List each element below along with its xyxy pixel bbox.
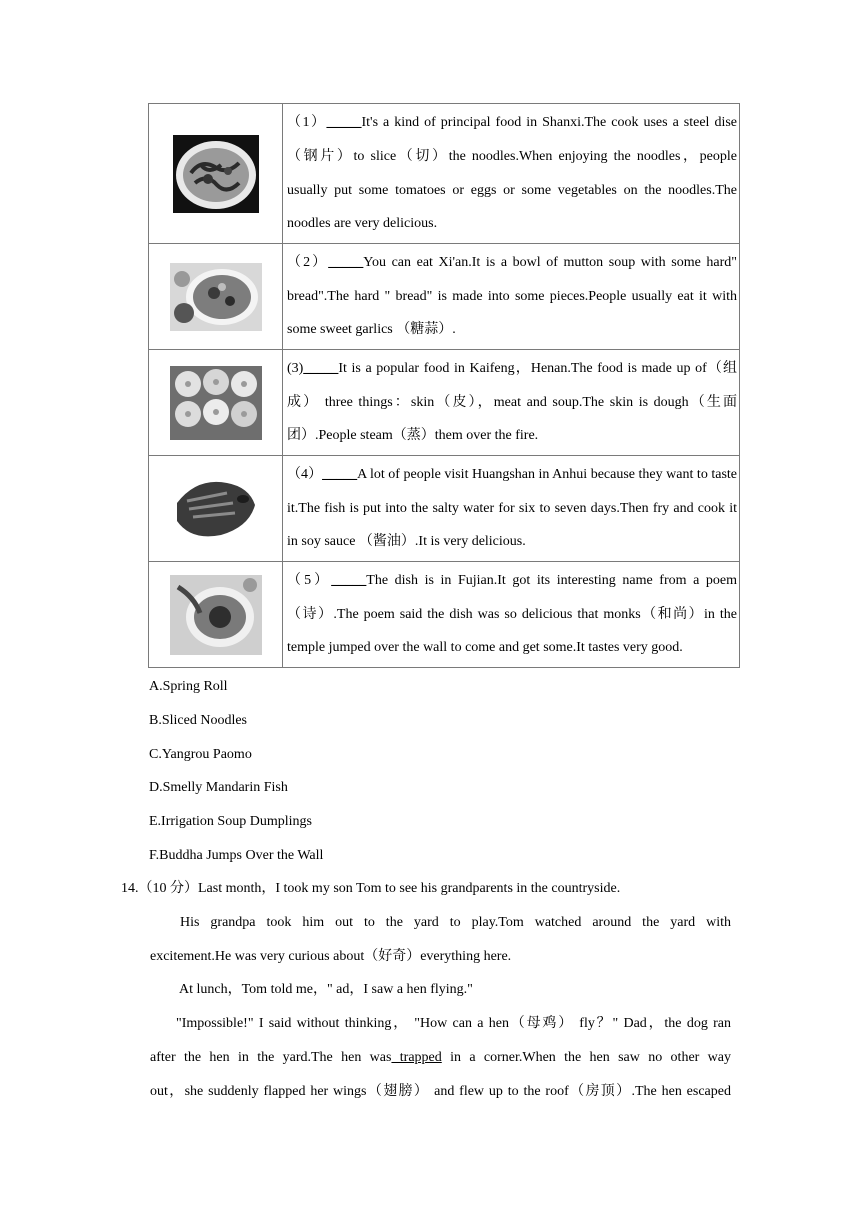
paragraph-line: "Impossible!" I said without thinking， "How can a hen（母鸡） fly？" Dad，the dog ran xyxy=(176,1016,731,1032)
table-row xyxy=(149,350,740,456)
paragraph-line: excitement.He was very curious about（好奇）everything here. xyxy=(150,948,512,964)
question-14-header: 14.（10 分）Last month，I took my son Tom to see his grandparents in the countryside. xyxy=(121,881,621,896)
dumplings-photo-cell xyxy=(149,350,283,456)
buddha-dish-photo-cell xyxy=(149,562,283,668)
paragraph-line: His grandpa took him out to the yard to play.Tom watched around the yard with xyxy=(180,914,731,930)
paragraph-line: At lunch，Tom told me，" ad，I saw a hen flying." xyxy=(179,982,473,998)
row-number: (3) xyxy=(287,360,304,376)
paomo-photo-cell xyxy=(149,244,283,350)
row-text: It's a kind of principal food in Shanxi.The cook uses a steel dise （钢片）to slice（切）the noodles.When enjoying the noodles，people usually put some tomatoes or eggs or some vegetables on the noodles.The noodles are very delicious. xyxy=(287,114,737,232)
row-number: （2） xyxy=(287,254,329,270)
sliced-noodles-photo xyxy=(173,135,259,213)
fish-photo-cell xyxy=(149,456,283,562)
soup-dumplings-photo xyxy=(170,366,262,440)
table-row xyxy=(149,244,740,350)
row-number: （1） xyxy=(287,114,327,130)
option-b: B.Sliced Noodles xyxy=(149,712,247,728)
option-e: E.Irrigation Soup Dumplings xyxy=(149,814,312,830)
food-matching-table xyxy=(148,103,740,668)
answer-blank[interactable]: _____ xyxy=(322,466,358,482)
yangrou-paomo-photo xyxy=(170,263,262,331)
option-d: D.Smelly Mandarin Fish xyxy=(149,780,288,796)
row-2-description xyxy=(283,244,740,350)
answer-blank[interactable]: _____ xyxy=(303,360,339,376)
row-3-description xyxy=(283,350,740,456)
row-number: （5） xyxy=(287,572,332,588)
table-row xyxy=(149,456,740,562)
row-text: The dish is in Fujian.It got its interesting name from a poem（诗）.The poem said the dish was so delicious that monks（和尚）in the temple jumped over the wall to come and get some.It tastes very good. xyxy=(287,572,738,656)
mandarin-fish-photo xyxy=(173,475,259,543)
option-c: C.Yangrou Paomo xyxy=(149,746,252,762)
table-row xyxy=(149,562,740,668)
question-14-passage xyxy=(121,872,731,1109)
row-text: It is a popular food in Kaifeng，Henan.The food is made up of（组成） three things：skin（皮），meat and soup.The skin is dough（生面团）.People steam（蒸）them over the fire. xyxy=(287,360,737,444)
answer-blank[interactable]: _____ xyxy=(326,114,362,130)
row-1-description xyxy=(283,104,740,244)
table-row xyxy=(149,104,740,244)
option-f: F.Buddha Jumps Over the Wall xyxy=(149,847,324,863)
underlined-word: trapped xyxy=(391,1049,442,1065)
row-text: You can eat Xi'an.It is a bowl of mutton soup with some hard" bread".The hard " bread" is made into some pieces.People usually eat it with some sweet garlics （糖蒜）. xyxy=(287,254,737,338)
answer-options-list xyxy=(149,670,323,873)
paragraph-line xyxy=(121,1041,731,1075)
answer-blank[interactable]: _____ xyxy=(328,254,364,270)
text-segment: after the hen in the yard.The hen was xyxy=(150,1049,392,1065)
noodles-photo-cell xyxy=(149,104,283,244)
row-5-description xyxy=(283,562,740,668)
text-segment: in a corner.When the hen saw no other way xyxy=(441,1049,731,1065)
row-text: A lot of people visit Huangshan in Anhui because they want to taste it.The fish is put into the salty water for six to seven days.Then fry and cook it in soy sauce （酱油）.It is very delicious. xyxy=(287,466,738,550)
row-number: （4） xyxy=(287,466,323,482)
option-a: A.Spring Roll xyxy=(149,679,228,694)
paragraph-line: out，she suddenly flapped her wings（翅膀） and flew up to the roof（房顶）.The hen escaped xyxy=(150,1083,731,1099)
answer-blank[interactable]: _____ xyxy=(331,572,367,588)
buddha-jumps-wall-photo xyxy=(170,575,262,655)
row-4-description xyxy=(283,456,740,562)
